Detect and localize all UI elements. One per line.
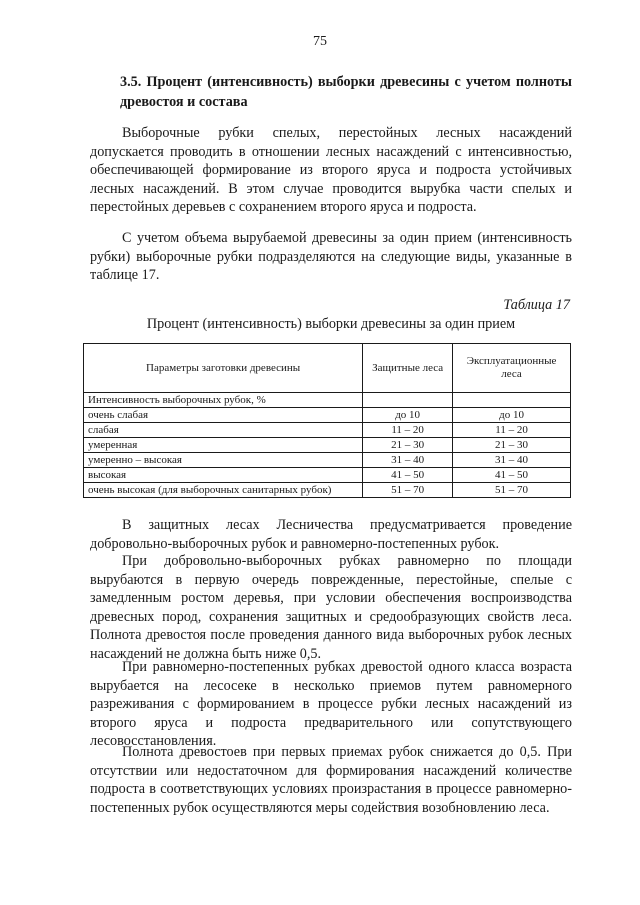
row-exploitation-value: 11 – 20 [453,423,571,438]
table-caption: Процент (интенсивность) выборки древесины за один прием [146,316,516,332]
row-exploitation-value: 31 – 40 [453,453,571,468]
table-label: Таблица 17 [503,297,570,313]
row-exploitation-value: 41 – 50 [453,468,571,483]
row-protective-value: 11 – 20 [363,423,453,438]
paragraph-selective-cutting: Выборочные рубки спелых, перестойных лесных насаждений допускается проводить в отношении лесных насаждений с интенсивностью, обеспечивающей формирование из второго яруса и подроста устойчивых лесных насаждений. В этом случае проводится вырубка части спелых и перестойных деревьев с сохранением второго яруса и подроста. [90,125,572,216]
section-heading: 3.5. Процент (интенсивность) выборки древесины с учетом полноты древостоя и состава [120,74,572,110]
intensity-table [83,343,571,498]
row-protective-value: 31 – 40 [363,453,453,468]
header-exploitation-forests: Эксплуатационные леса [453,344,571,393]
row-param: умеренно – высокая [84,453,363,468]
paragraph-stand-density: Полнота древостоев при первых приемах рубок снижается до 0,5. При отсутствии или недостаточном для формирования насаждений количестве подроста в соответствующих условиях произрастания в процессе равномерно-постепенных рубок осуществляются меры содействия возобновлению леса. [90,744,572,816]
table-row [84,453,571,468]
header-protective-forests: Защитные леса [363,344,453,393]
paragraph-uniform-gradual: При равномерно-постепенных рубках древостой одного класса возраста вырубается на лесосеке в несколько приемов путем равномерного разреживания с формированием в процессе рубки лесных насаждений из второго яруса и подроста предварительного или сопутствующего лесовосстановления. [90,659,572,750]
group-empty-cell [363,393,453,408]
table-row [84,468,571,483]
row-protective-value: 51 – 70 [363,483,453,498]
row-protective-value: до 10 [363,408,453,423]
row-param: очень слабая [84,408,363,423]
row-exploitation-value: 51 – 70 [453,483,571,498]
row-param: слабая [84,423,363,438]
row-exploitation-value: 21 – 30 [453,438,571,453]
table-row [84,438,571,453]
table-header-row [84,344,571,393]
paragraph-cutting-intensity: С учетом объема вырубаемой древесины за один прием (интенсивность рубки) выборочные рубки подразделяются на следующие виды, указанные в таблице 17. [90,230,572,284]
group-empty-cell [453,393,571,408]
row-protective-value: 41 – 50 [363,468,453,483]
row-protective-value: 21 – 30 [363,438,453,453]
page-number: 75 [313,34,327,49]
table-row [84,423,571,438]
table-row [84,483,571,498]
table-row [84,408,571,423]
row-param: умеренная [84,438,363,453]
row-exploitation-value: до 10 [453,408,571,423]
paragraph-protective-forests: В защитных лесах Лесничества предусматривается проведение добровольно-выборочных рубок и равномерно-постепенных рубок. [90,517,572,552]
group-label: Интенсивность выборочных рубок, % [84,393,363,408]
row-param: высокая [84,468,363,483]
table-group-row [84,393,571,408]
paragraph-voluntary-selective: При добровольно-выборочных рубках равномерно по площади вырубаются в первую очередь поврежденные, перестойные, спелые с замедленным ростом деревья, при условии обеспечения воспроизводства древесных пород, сохранения защитных и средообразующих свойств леса. Полнота древостоя после проведения данного вида выборочных рубок лесных насаждений не должна быть ниже 0,5. [90,553,572,662]
header-parameters: Параметры заготовки древесины [84,344,363,393]
row-param: очень высокая (для выборочных санитарных рубок) [84,483,363,498]
